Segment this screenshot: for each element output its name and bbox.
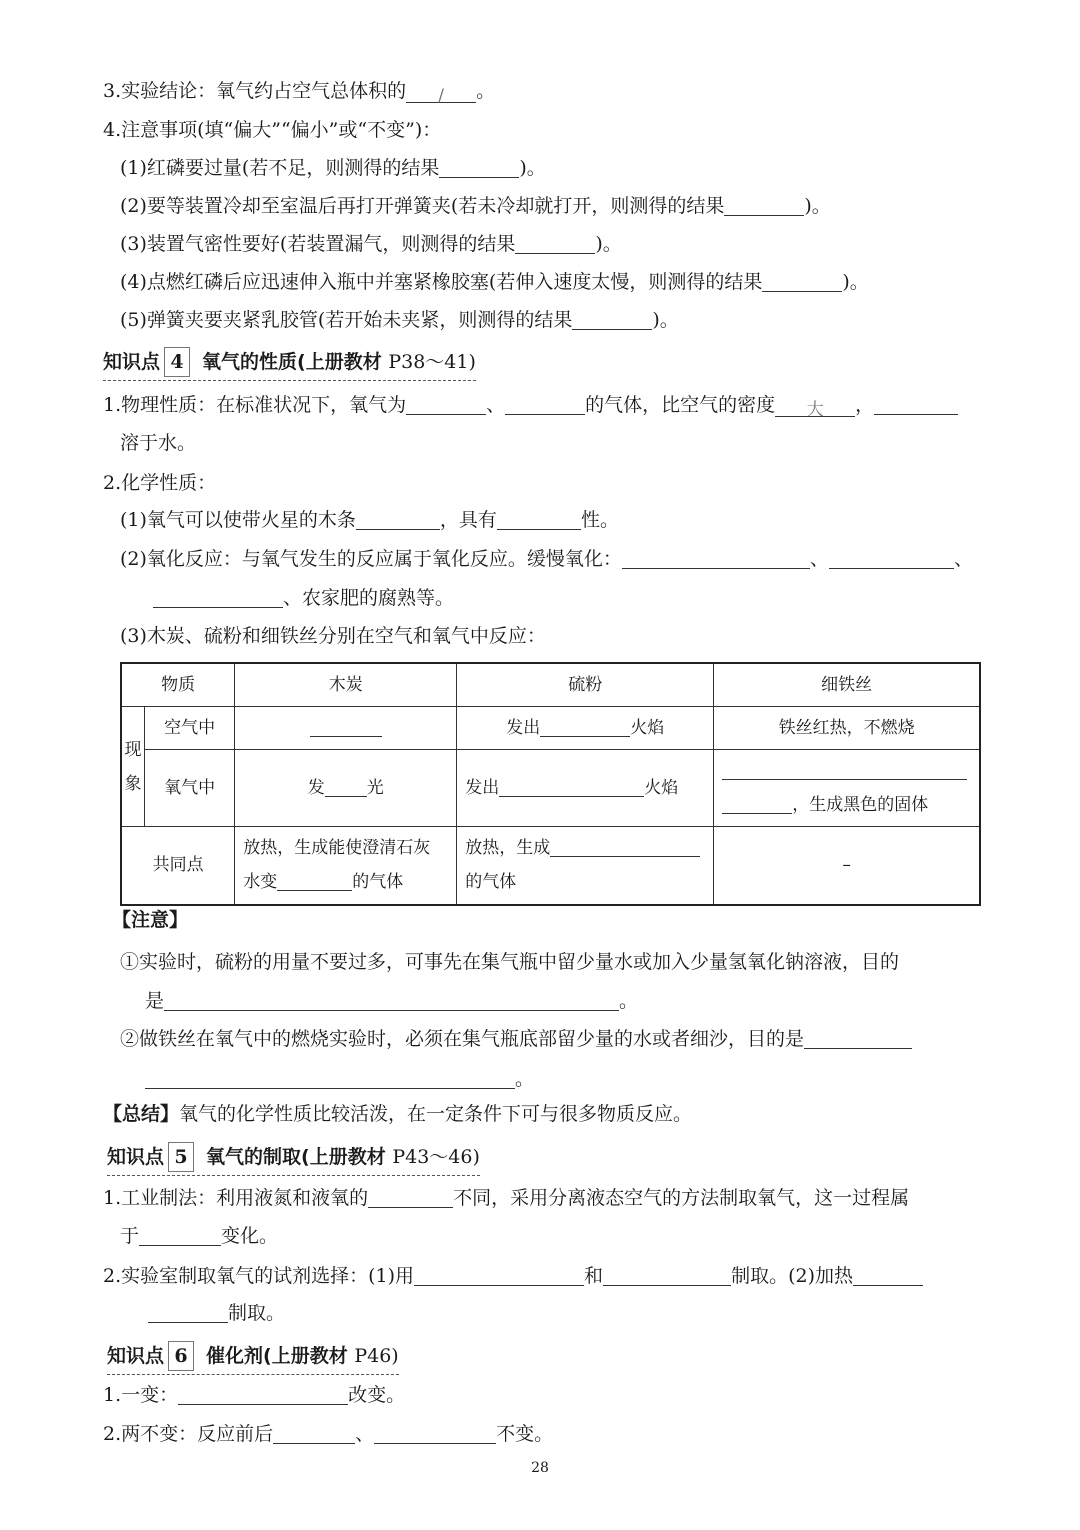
text: 改变。 [348,1384,406,1406]
row-group-label: 现象 [121,707,145,827]
text: 。 [515,1068,535,1090]
title: 催化剂(上册教材 [206,1345,348,1367]
label: 知识点 [107,1146,165,1168]
text: 不同，采用分离液态空气的方法制取氧气，这一过程属 [453,1187,910,1209]
answer-blank[interactable] [505,394,585,415]
text: 放热，生成 [465,838,551,859]
text: 3.实验结论：氧气约占空气总体积的 [103,80,407,102]
note-line [145,1066,534,1092]
text: 制取。(2)加热 [731,1265,853,1287]
text: )。 [519,157,546,179]
text: )。 [804,195,831,217]
text: 光 [366,778,384,798]
text: ，生成黑色的固体 [792,795,929,815]
chem-heading: 2.化学性质： [103,472,217,494]
text: ， [855,394,875,416]
note-title: 【注意】 [112,909,189,931]
text: 火焰 [644,778,679,798]
text: (2)要等装置冷却至室温后再打开弹簧夹(若未冷却就打开，则测得的结果 [120,195,725,217]
catalyst-line [103,1421,553,1447]
text: ，具有 [439,509,497,531]
row-label: 共同点 [121,827,235,905]
answer-blank[interactable] [325,776,367,797]
table-cell [714,750,980,827]
header-cell: 细铁丝 [714,663,980,707]
text: 制取。 [228,1302,286,1324]
notes-heading: 4.注意事项(填“偏大”“偏小”或“不变”)： [103,119,442,141]
answer-blank[interactable] [622,548,810,569]
table-cell [235,827,457,905]
table-cell [457,827,714,905]
answer-blank[interactable] [310,716,382,737]
text: 不变。 [496,1423,554,1445]
chem-item [120,507,619,533]
conclusion-line [103,78,495,104]
page-ref: P43～46) [392,1146,480,1168]
handwritten-mark: 大 [806,400,824,420]
note-line [120,1026,912,1052]
table-cell [235,707,457,750]
answer-blank[interactable] [515,233,595,254]
text: 发出 [465,778,500,798]
row-label: 氧气中 [145,750,235,827]
title: 氧气的制取(上册教材 [206,1146,386,1168]
header-cell: 物质 [121,663,235,707]
table-cell [457,750,714,827]
section-number: 4 [164,347,190,377]
answer-blank[interactable] [139,1225,221,1246]
answer-blank[interactable] [439,157,519,178]
header-cell: 硫粉 [457,663,714,707]
row-label: 空气中 [145,707,235,750]
text: 溶于水。 [120,432,197,454]
answer-blank[interactable] [406,82,476,106]
answer-blank[interactable] [178,1384,348,1405]
answer-blank[interactable] [853,1265,923,1286]
note-item [120,307,679,333]
text: )。 [595,233,622,255]
catalyst-line [103,1382,405,1408]
text: 水变 [243,872,278,893]
answer-blank[interactable] [406,394,486,415]
section-heading-6 [107,1341,399,1375]
answer-blank[interactable] [722,793,792,814]
text: 1.一变： [103,1384,179,1406]
text: (1)红磷要过量(若不足，则测得的结果 [120,157,440,179]
answer-blank[interactable] [550,836,700,857]
page-ref: P46) [354,1345,399,1367]
text: (2)氧化反应：与氧气发生的反应属于氧化反应。缓慢氧化： [120,548,622,570]
answer-blank[interactable] [374,1423,496,1444]
table-cell [457,707,714,750]
text: (3)装置气密性要好(若装置漏气，则测得的结果 [120,233,516,255]
text: 是 [145,990,165,1012]
answer-blank[interactable] [497,509,581,530]
text: 性。 [580,509,619,531]
answer-blank[interactable] [804,1028,912,1049]
answer-blank[interactable] [762,271,842,292]
physical-property-line [103,392,958,418]
answer-blank[interactable] [775,396,855,420]
answer-blank[interactable] [356,509,440,530]
text: 1.工业制法：利用液氮和液氧的 [103,1187,369,1209]
section-heading-5 [107,1142,480,1176]
handwritten-mark: / [438,86,444,106]
section-number: 6 [168,1341,194,1371]
table-cell: 铁丝红热，不燃烧 [714,707,980,750]
answer-blank[interactable] [153,587,283,608]
header-cell: 木炭 [235,663,457,707]
answer-blank[interactable] [722,759,967,780]
text: 、农家肥的腐熟等。 [283,587,455,609]
text: 2.两不变：反应前后 [103,1423,274,1445]
text: 变化。 [221,1225,279,1247]
section-number: 5 [168,1142,194,1172]
title: 氧气的性质(上册教材 [202,351,382,373]
answer-blank[interactable] [499,776,644,797]
note-item [120,155,546,181]
note-item [120,231,622,257]
text: 的气体 [465,872,517,893]
text: 、 [486,394,506,416]
text: )。 [652,309,679,331]
note-item [120,193,831,219]
answer-blank[interactable] [148,1302,228,1323]
text: 、 [355,1423,375,1445]
text: (3)木炭、硫粉和细铁丝分别在空气和氧气中反应： [120,625,546,647]
text: 、 [809,548,829,570]
note-line [145,988,638,1014]
page-ref: P38～41) [388,351,476,373]
reaction-table [120,662,981,906]
answer-blank[interactable] [414,1265,584,1286]
lab-line [148,1300,285,1326]
text: )。 [842,271,869,293]
answer-blank[interactable] [145,1068,515,1089]
answer-blank[interactable] [164,990,619,1011]
text: 。 [476,80,496,102]
chem-item-cont [153,585,454,611]
text: (4)点燃红磷后应迅速伸入瓶中并塞紧橡胶塞(若伸入速度太慢，则测得的结果 [120,271,763,293]
answer-blank[interactable] [273,1423,355,1444]
page-number: 28 [531,1460,549,1476]
text: 氧气的化学性质比较活泼，在一定条件下可与很多物质反应。 [179,1103,693,1125]
text: 、 [953,548,973,570]
note-item [120,269,869,295]
answer-blank[interactable] [829,548,954,569]
industrial-line [120,1223,278,1249]
text: 发 [307,778,325,798]
answer-blank[interactable] [540,716,630,737]
answer-blank[interactable] [368,1187,453,1208]
summary-line [103,1101,692,1127]
answer-blank[interactable] [603,1265,731,1286]
text: ②做铁丝在氧气中的燃烧实验时，必须在集气瓶底部留少量的水或者细沙，目的是 [120,1028,805,1050]
text: ①实验时，硫粉的用量不要过多，可事先在集气瓶中留少量水或加入少量氢氧化钠溶液，目的 [120,951,900,973]
industrial-line [103,1185,909,1211]
text: 的气体 [352,872,404,893]
table-cell: – [714,827,980,905]
text: 和 [584,1265,604,1287]
answer-blank[interactable] [277,870,352,891]
text: 发出 [506,718,541,738]
text: 放热，生成能使澄清石灰 [243,838,431,859]
text: 的气体，比空气的密度 [585,394,776,416]
text: (5)弹簧夹要夹紧乳胶管(若开始未夹紧，则测得的结果 [120,309,573,331]
text: 于 [120,1225,140,1247]
text: 2.实验室制取氧气的试剂选择：(1)用 [103,1265,415,1287]
chem-item [120,546,973,572]
answer-blank[interactable] [724,195,804,216]
text: 1.物理性质：在标准状况下，氧气为 [103,394,407,416]
section-heading-4 [103,347,476,381]
label: 知识点 [103,351,161,373]
lab-line [103,1263,923,1289]
text: 。 [619,990,639,1012]
label: 知识点 [107,1345,165,1367]
answer-blank[interactable] [874,394,958,415]
answer-blank[interactable] [572,309,652,330]
text: 火焰 [630,718,665,738]
text: (1)氧气可以使带火星的木条 [120,509,356,531]
summary-title: 【总结】 [103,1103,180,1125]
table-cell [235,750,457,827]
